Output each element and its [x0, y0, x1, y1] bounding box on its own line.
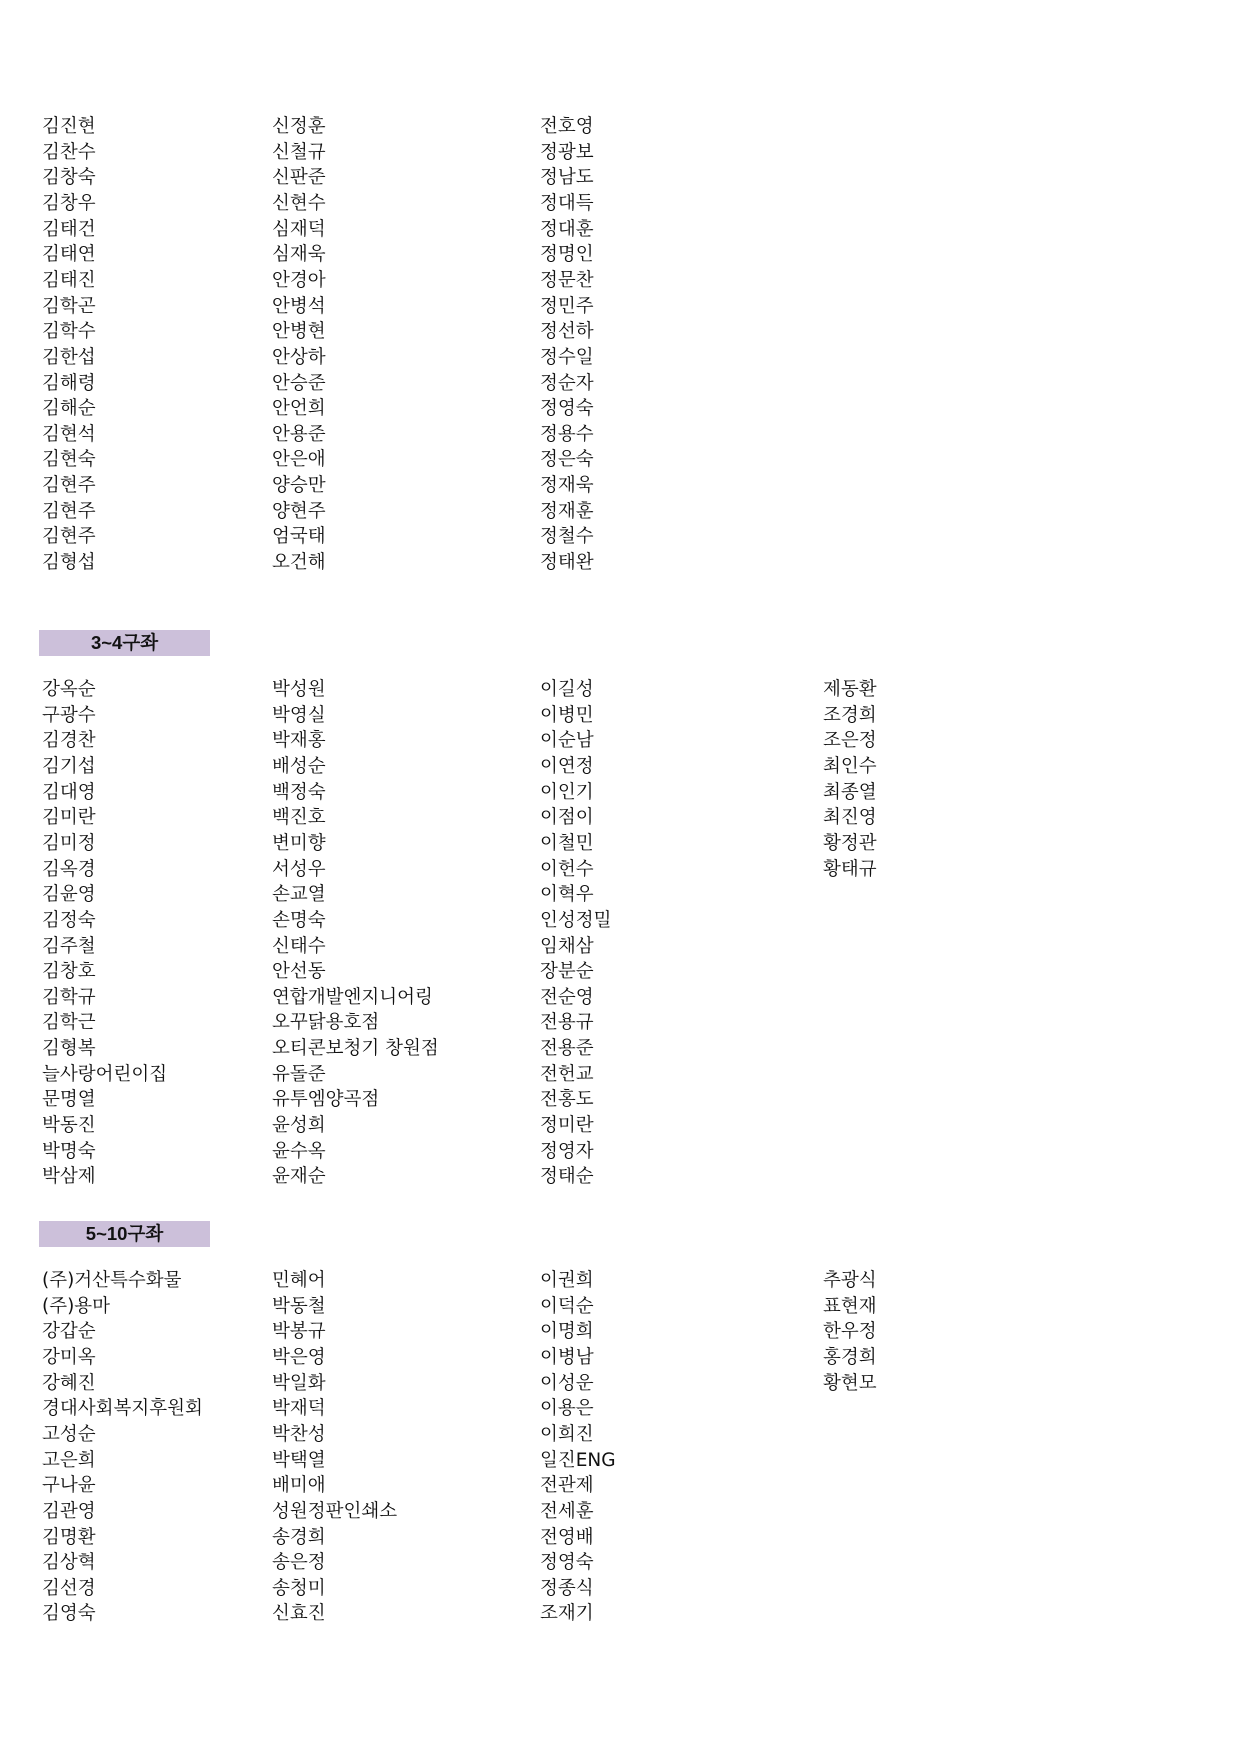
donor-name: 황현모 — [823, 1372, 877, 1394]
donor-name: 손명숙 — [272, 909, 326, 931]
donor-name: 전세훈 — [540, 1500, 594, 1522]
donor-name: 김미정 — [42, 832, 96, 854]
donor-name: 신현수 — [272, 192, 326, 214]
donor-name: 정용수 — [540, 423, 594, 445]
donor-name: 정남도 — [540, 167, 594, 189]
donor-name: 안승준 — [272, 372, 326, 394]
donor-name: 김찬수 — [42, 141, 96, 163]
donor-name: 변미향 — [272, 832, 326, 854]
donor-name: 전헌교 — [540, 1063, 594, 1085]
table-row — [0, 1371, 1240, 1397]
donor-name: 정선하 — [540, 321, 594, 343]
donor-name: 이병민 — [540, 704, 594, 726]
donor-name: 신정훈 — [272, 116, 326, 137]
donor-name: 황정관 — [823, 832, 877, 854]
donor-name: 최진영 — [823, 807, 877, 829]
donor-name: 심재덕 — [272, 218, 326, 240]
donor-name: 김현주 — [42, 500, 96, 522]
table-row — [0, 805, 1240, 831]
donor-name: 윤성희 — [272, 1115, 326, 1137]
table-row — [0, 294, 1240, 320]
donor-name: 정대득 — [540, 192, 594, 214]
table-row — [0, 242, 1240, 268]
donor-name: 정재훈 — [540, 500, 594, 522]
donor-name: 박삼제 — [42, 1166, 96, 1188]
donor-name: 김명환 — [42, 1526, 96, 1548]
donor-name: 추광식 — [823, 1270, 877, 1291]
donor-name: 김주철 — [42, 935, 96, 957]
donor-name: 김현석 — [42, 423, 96, 445]
donor-name: 정명인 — [540, 244, 594, 266]
donor-name: 김해순 — [42, 398, 96, 420]
table-row — [0, 191, 1240, 217]
donor-name: 박동진 — [42, 1115, 96, 1137]
donor-name: 정은숙 — [540, 449, 594, 471]
donor-name: 이성운 — [540, 1372, 594, 1394]
donor-name: 한우정 — [823, 1321, 877, 1343]
donor-name: 이헌수 — [540, 858, 594, 880]
table-row — [0, 677, 1240, 703]
donor-name: 전순영 — [540, 986, 594, 1008]
donor-name: 김정숙 — [42, 909, 96, 931]
donor-name: 구나윤 — [42, 1475, 96, 1497]
donor-name: 강갑순 — [42, 1321, 96, 1343]
donor-name: 박동철 — [272, 1295, 326, 1317]
table-row — [0, 959, 1240, 985]
donor-name: 안언희 — [272, 398, 326, 420]
donor-name: 정재욱 — [540, 475, 594, 497]
donor-name: 김학근 — [42, 1012, 96, 1034]
table-row — [0, 703, 1240, 729]
table-row — [0, 1319, 1240, 1345]
donor-name: 황태규 — [823, 858, 877, 880]
table-row — [0, 1164, 1240, 1190]
table-row — [0, 1396, 1240, 1422]
donor-name: 김영숙 — [42, 1603, 96, 1625]
donor-name: 송경희 — [272, 1526, 326, 1548]
donor-name: 김형복 — [42, 1038, 96, 1060]
table-row — [0, 857, 1240, 883]
section-header-5-10: 5~10구좌 — [39, 1221, 210, 1247]
donor-name: 이병남 — [540, 1346, 594, 1368]
donor-name: 김한섭 — [42, 346, 96, 368]
table-row — [0, 1345, 1240, 1371]
donor-name: 김형섭 — [42, 552, 96, 574]
donor-name: 김옥경 — [42, 858, 96, 880]
donor-name: 민혜어 — [272, 1270, 326, 1291]
donor-name: 전홍도 — [540, 1089, 594, 1111]
donor-name: 강혜진 — [42, 1372, 96, 1394]
donor-name: 정태순 — [540, 1166, 594, 1188]
donor-name: 박성원 — [272, 679, 326, 700]
donor-name: 전관제 — [540, 1475, 594, 1497]
donor-name: 신판준 — [272, 167, 326, 189]
donor-name: 정종식 — [540, 1577, 594, 1599]
donor-name: 윤수옥 — [272, 1140, 326, 1162]
donor-name: 오꾸닭용호점 — [272, 1012, 380, 1034]
donor-name: 이점이 — [540, 807, 594, 829]
donor-name: 최종열 — [823, 781, 877, 803]
donor-name: 오건해 — [272, 552, 326, 574]
table-row — [0, 780, 1240, 806]
donor-name: 조경희 — [823, 704, 877, 726]
donor-name: 정영숙 — [540, 1552, 594, 1574]
donor-name: 김미란 — [42, 807, 96, 829]
table-row — [0, 728, 1240, 754]
table-row — [0, 524, 1240, 550]
donor-name: 김현숙 — [42, 449, 96, 471]
donor-name: 전영배 — [540, 1526, 594, 1548]
donor-name: 이연정 — [540, 755, 594, 777]
donor-name: 박영실 — [272, 704, 326, 726]
table-row — [0, 1268, 1240, 1294]
donor-name: 신태수 — [272, 935, 326, 957]
donor-name: 문명열 — [42, 1089, 96, 1111]
donor-name: 인성정밀 — [540, 909, 612, 931]
donor-name: 박은영 — [272, 1346, 326, 1368]
donor-name: 오티콘보청기 창원점 — [272, 1038, 439, 1060]
donor-name: 정수일 — [540, 346, 594, 368]
donor-name: 정민주 — [540, 295, 594, 317]
donor-name: 정대훈 — [540, 218, 594, 240]
donor-name: 김태진 — [42, 269, 96, 291]
donor-name: 김관영 — [42, 1500, 96, 1522]
donor-name: 표현재 — [823, 1295, 877, 1317]
donor-name: 배성순 — [272, 755, 326, 777]
donor-name: 전용준 — [540, 1038, 594, 1060]
donor-name: 이인기 — [540, 781, 594, 803]
table-row — [0, 1550, 1240, 1576]
donor-name: 이용은 — [540, 1398, 594, 1420]
table-row — [0, 1087, 1240, 1113]
donor-name: 안병현 — [272, 321, 326, 343]
donor-name: 양현주 — [272, 500, 326, 522]
donor-name: 양승만 — [272, 475, 326, 497]
donor-name: 서성우 — [272, 858, 326, 880]
donor-name: 김현주 — [42, 526, 96, 548]
donor-name: 김상혁 — [42, 1552, 96, 1574]
donor-name: 조은정 — [823, 730, 877, 752]
donor-name: 정순자 — [540, 372, 594, 394]
donor-name: 김대영 — [42, 781, 96, 803]
donor-name: 박택열 — [272, 1449, 326, 1471]
donor-name: (주)거산특수화물 — [42, 1270, 182, 1291]
donor-name: 송은정 — [272, 1552, 326, 1574]
donor-name: 조재기 — [540, 1603, 594, 1625]
table-row — [0, 908, 1240, 934]
donor-name: 김진현 — [42, 116, 96, 137]
donor-name: 박명숙 — [42, 1140, 96, 1162]
donor-name: 김학규 — [42, 986, 96, 1008]
donor-name: 유투엠양곡점 — [272, 1089, 380, 1111]
donor-name: 신철규 — [272, 141, 326, 163]
donor-name: 김해령 — [42, 372, 96, 394]
donor-name: 김창우 — [42, 192, 96, 214]
table-row — [0, 499, 1240, 525]
table-row — [0, 1473, 1240, 1499]
donor-name: 윤재순 — [272, 1166, 326, 1188]
table-row — [0, 422, 1240, 448]
table-row — [0, 1294, 1240, 1320]
table-row — [0, 882, 1240, 908]
donor-name: 이희진 — [540, 1423, 594, 1445]
donor-name: 배미애 — [272, 1475, 326, 1497]
donor-name: 홍경희 — [823, 1346, 877, 1368]
donor-name: 전용규 — [540, 1012, 594, 1034]
table-row — [0, 934, 1240, 960]
donor-name: 김태건 — [42, 218, 96, 240]
donor-name: 박일화 — [272, 1372, 326, 1394]
table-row — [0, 1601, 1240, 1627]
table-row — [0, 114, 1240, 140]
donor-name: 백진호 — [272, 807, 326, 829]
table-row — [0, 1448, 1240, 1474]
donor-name: 유돌준 — [272, 1063, 326, 1085]
donor-name: 이철민 — [540, 832, 594, 854]
donor-name: 박재덕 — [272, 1398, 326, 1420]
table-row — [0, 165, 1240, 191]
donor-name: 경대사회복지후원회 — [42, 1398, 203, 1420]
donor-name: 안용준 — [272, 423, 326, 445]
donor-name: 장분순 — [540, 961, 594, 983]
donor-name: 구광수 — [42, 704, 96, 726]
donor-name: 성원정판인쇄소 — [272, 1500, 398, 1522]
donor-name: 박찬성 — [272, 1423, 326, 1445]
table-row — [0, 754, 1240, 780]
donor-name: 이명희 — [540, 1321, 594, 1343]
donor-name: 일진ENG — [540, 1449, 616, 1471]
donor-name: 정미란 — [540, 1115, 594, 1137]
donor-name: 제동환 — [823, 679, 877, 700]
donor-name: 이권희 — [540, 1270, 594, 1291]
table-row — [0, 1062, 1240, 1088]
donor-name: 전호영 — [540, 116, 594, 137]
donor-name: 김기섭 — [42, 755, 96, 777]
table-row — [0, 447, 1240, 473]
donor-name: 안상하 — [272, 346, 326, 368]
donor-name: 고성순 — [42, 1423, 96, 1445]
table-row — [0, 1525, 1240, 1551]
table-row — [0, 550, 1240, 576]
table-row — [0, 1010, 1240, 1036]
donor-name: 김창숙 — [42, 167, 96, 189]
donor-name: 고은희 — [42, 1449, 96, 1471]
donor-name: 임채삼 — [540, 935, 594, 957]
table-row — [0, 1576, 1240, 1602]
donor-name: 강미옥 — [42, 1346, 96, 1368]
donor-name: 이길성 — [540, 679, 594, 700]
donor-name: 이순남 — [540, 730, 594, 752]
donor-name: 정영숙 — [540, 398, 594, 420]
table-row — [0, 473, 1240, 499]
donor-name: 정태완 — [540, 552, 594, 574]
donor-name: 신효진 — [272, 1603, 326, 1625]
table-row — [0, 1139, 1240, 1165]
donor-name: 김현주 — [42, 475, 96, 497]
donor-name: 심재욱 — [272, 244, 326, 266]
donor-name: 안병석 — [272, 295, 326, 317]
donor-name: (주)용마 — [42, 1295, 111, 1317]
table-row — [0, 1036, 1240, 1062]
donor-name: 박재홍 — [272, 730, 326, 752]
table-row — [0, 217, 1240, 243]
table-row — [0, 319, 1240, 345]
donor-name: 정철수 — [540, 526, 594, 548]
donor-name: 연합개발엔지니어링 — [272, 986, 433, 1008]
donor-name: 안경아 — [272, 269, 326, 291]
table-row — [0, 268, 1240, 294]
table-row — [0, 1499, 1240, 1525]
table-row — [0, 1422, 1240, 1448]
table-row — [0, 985, 1240, 1011]
donor-name: 김윤영 — [42, 884, 96, 906]
donor-name: 김태연 — [42, 244, 96, 266]
table-row — [0, 831, 1240, 857]
donor-name: 송청미 — [272, 1577, 326, 1599]
donor-name: 정광보 — [540, 141, 594, 163]
donor-name: 김선경 — [42, 1577, 96, 1599]
donor-name: 백정숙 — [272, 781, 326, 803]
donor-name: 김창호 — [42, 961, 96, 983]
donor-name: 정문찬 — [540, 269, 594, 291]
table-row — [0, 140, 1240, 166]
table-row — [0, 396, 1240, 422]
donor-name: 정영자 — [540, 1140, 594, 1162]
donor-name: 손교열 — [272, 884, 326, 906]
donor-name: 강옥순 — [42, 679, 96, 700]
table-row — [0, 371, 1240, 397]
donor-name: 이혁우 — [540, 884, 594, 906]
donor-name: 안은애 — [272, 449, 326, 471]
donor-name: 최인수 — [823, 755, 877, 777]
donor-name: 이덕순 — [540, 1295, 594, 1317]
donor-name: 엄국태 — [272, 526, 326, 548]
donor-name: 김학수 — [42, 321, 96, 343]
donor-name: 박봉규 — [272, 1321, 326, 1343]
table-row — [0, 1113, 1240, 1139]
donor-name: 김경찬 — [42, 730, 96, 752]
section-header-3-4: 3~4구좌 — [39, 630, 210, 656]
donor-name: 김학곤 — [42, 295, 96, 317]
table-row — [0, 345, 1240, 371]
donor-name: 안선동 — [272, 961, 326, 983]
donor-name: 늘사랑어린이집 — [42, 1063, 168, 1085]
